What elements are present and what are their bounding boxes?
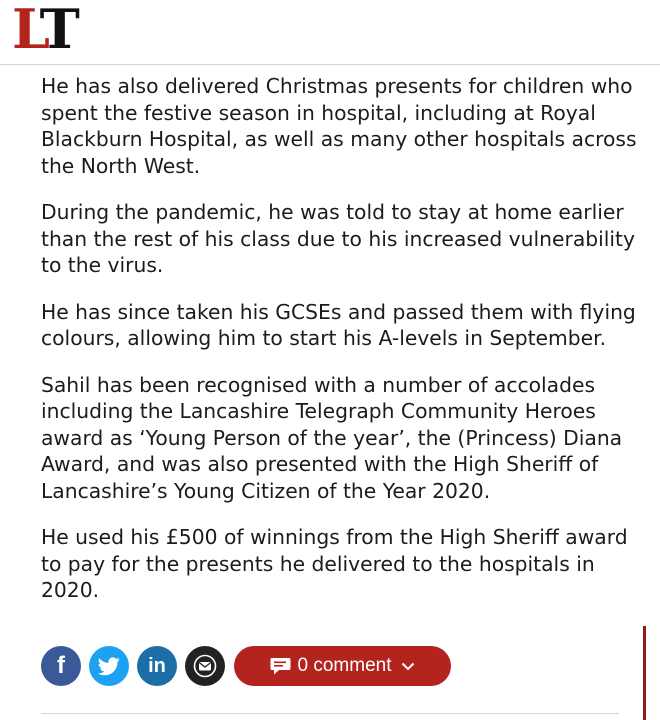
paragraph-line: the North West. bbox=[41, 153, 201, 178]
facebook-icon: f bbox=[57, 652, 65, 679]
article-paragraph bbox=[41, 299, 636, 352]
paragraph-line: He has since taken his GCSEs and passed them with flying bbox=[41, 299, 636, 324]
paragraph-line: He has also delivered Christmas presents for children who bbox=[41, 74, 633, 98]
site-header bbox=[0, 0, 660, 65]
article-paragraph bbox=[41, 524, 626, 604]
linkedin-share-button[interactable] bbox=[137, 646, 177, 686]
comment-bubble-icon bbox=[270, 657, 291, 676]
paragraph-line: than the rest of his class due to his increased vulnerability bbox=[41, 226, 635, 251]
share-bar bbox=[41, 646, 451, 686]
comment-count-label: 0 comment bbox=[297, 655, 392, 676]
paragraph-line: Lancashire’s Young Citizen of the Year 2020. bbox=[41, 478, 491, 503]
linkedin-icon: in bbox=[148, 655, 166, 677]
comment-toggle-button[interactable] bbox=[234, 646, 451, 686]
chevron-down-icon bbox=[401, 662, 415, 671]
article-body bbox=[41, 73, 637, 624]
envelope-icon bbox=[193, 654, 217, 678]
article-paragraph bbox=[41, 199, 635, 279]
paragraph-line: Blackburn Hospital, as well as many other hospitals across bbox=[41, 127, 637, 151]
logo-letter-l: L bbox=[12, 0, 40, 61]
twitter-share-button[interactable] bbox=[89, 646, 129, 686]
paragraph-line: Award, and was also presented with the High Sheriff of bbox=[41, 452, 599, 476]
paragraph-line: colours, allowing him to start his A-levels in September. bbox=[41, 326, 607, 350]
email-share-button[interactable] bbox=[185, 646, 225, 686]
paragraph-line: to pay for the presents he delivered to the hospitals in bbox=[41, 551, 595, 576]
paragraph-line: including the Lancashire Telegraph Community Heroes bbox=[41, 399, 596, 423]
facebook-share-button[interactable] bbox=[41, 646, 81, 686]
paragraph-line: 2020. bbox=[41, 578, 100, 602]
scroll-indicator bbox=[643, 626, 646, 720]
section-divider bbox=[41, 713, 619, 714]
paragraph-line: He used his £500 of winnings from the High Sheriff award bbox=[41, 525, 628, 549]
site-logo[interactable] bbox=[12, 0, 74, 61]
logo-letter-t: T bbox=[39, 0, 74, 61]
paragraph-line: spent the festive season in hospital, including at Royal bbox=[41, 100, 596, 125]
article-paragraph bbox=[41, 372, 626, 505]
paragraph-line: award as ‘Young Person of the year’, the (Princess) Diana bbox=[41, 425, 623, 450]
twitter-icon bbox=[98, 657, 120, 676]
article-paragraph bbox=[41, 73, 637, 179]
paragraph-line: Sahil has been recognised with a number of accolades bbox=[41, 372, 596, 397]
paragraph-line: During the pandemic, he was told to stay at home earlier bbox=[41, 200, 624, 224]
paragraph-line: to the virus. bbox=[41, 253, 164, 277]
